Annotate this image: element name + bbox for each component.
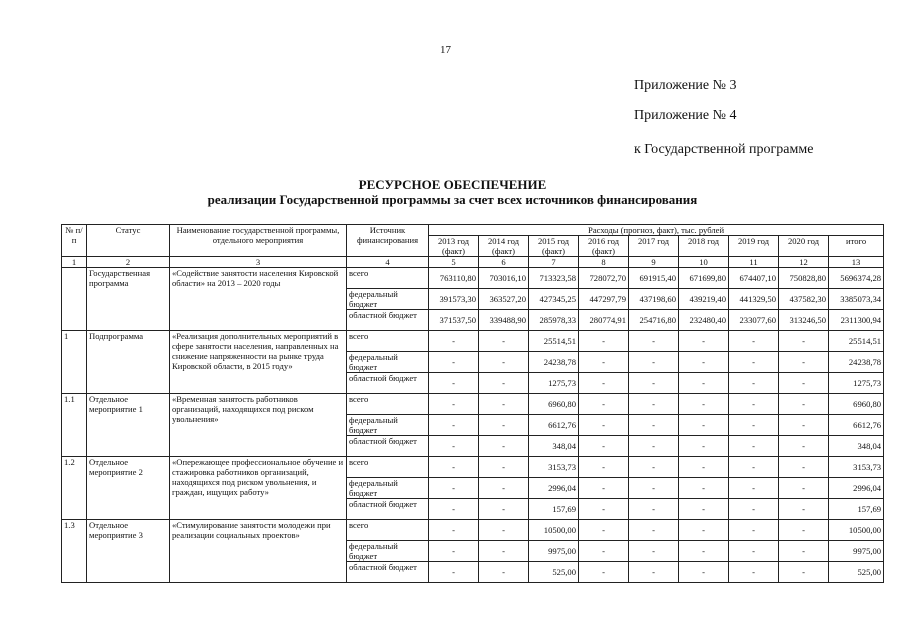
- expense-value: -: [729, 352, 779, 373]
- row-status: Подпрограмма: [87, 331, 170, 394]
- expense-value: -: [579, 541, 629, 562]
- column-number: 13: [829, 257, 884, 268]
- expense-value: -: [479, 499, 529, 520]
- expense-value: -: [579, 436, 629, 457]
- expense-value: 437582,30: [779, 289, 829, 310]
- expense-value: 25514,51: [529, 331, 579, 352]
- expense-value: -: [479, 541, 529, 562]
- expense-value: -: [729, 499, 779, 520]
- expense-value: -: [629, 394, 679, 415]
- table-row: [62, 268, 884, 289]
- expense-value: 691915,40: [629, 268, 679, 289]
- expense-value: -: [579, 331, 629, 352]
- column-number: 9: [629, 257, 679, 268]
- row-program-name: «Опережающее профессиональное обучение и стажировка работников организаций, находящихся под риском увольнения, и граждан, ищущих работу»: [170, 457, 347, 520]
- total-value: 3385073,34: [829, 289, 884, 310]
- expense-value: -: [629, 352, 679, 373]
- total-value: 10500,00: [829, 520, 884, 541]
- column-number: 2: [87, 257, 170, 268]
- expense-value: 441329,50: [729, 289, 779, 310]
- column-number: 8: [579, 257, 629, 268]
- expense-value: -: [579, 562, 629, 583]
- row-status: Отдельное мероприятие 2: [87, 457, 170, 520]
- header-name: Наименование государственной программы, отдельного мероприятия: [170, 225, 347, 257]
- expense-value: 371537,50: [429, 310, 479, 331]
- table-row: [62, 457, 884, 478]
- expense-value: -: [479, 562, 529, 583]
- appendix-line: Приложение № 4: [634, 108, 737, 123]
- header-year: 2018 год: [679, 236, 729, 257]
- total-value: 157,69: [829, 499, 884, 520]
- expense-value: -: [429, 457, 479, 478]
- header-year: 2016 год (факт): [579, 236, 629, 257]
- expense-value: -: [779, 415, 829, 436]
- expense-value: -: [479, 352, 529, 373]
- funding-source: областной бюджет: [347, 499, 429, 520]
- expense-value: -: [729, 478, 779, 499]
- header-expenses: Расходы (прогноз, факт), тыс. рублей: [429, 225, 884, 236]
- funding-source: федеральный бюджет: [347, 289, 429, 310]
- table-row: [62, 394, 884, 415]
- expense-value: -: [779, 499, 829, 520]
- row-program-name: «Содействие занятости населения Кировской области» на 2013 – 2020 годы: [170, 268, 347, 331]
- expense-value: 728072,70: [579, 268, 629, 289]
- expense-value: -: [729, 436, 779, 457]
- column-number: 10: [679, 257, 729, 268]
- funding-source: федеральный бюджет: [347, 478, 429, 499]
- appendix-line: к Государственной программе: [634, 142, 814, 157]
- column-number: 6: [479, 257, 529, 268]
- row-status: Отдельное мероприятие 3: [87, 520, 170, 583]
- expense-value: -: [679, 520, 729, 541]
- expense-value: -: [779, 541, 829, 562]
- expense-value: -: [579, 499, 629, 520]
- header-source: Источник финансирования: [347, 225, 429, 257]
- funding-source: областной бюджет: [347, 310, 429, 331]
- expense-value: -: [629, 436, 679, 457]
- expense-value: -: [779, 520, 829, 541]
- expense-value: 437198,60: [629, 289, 679, 310]
- expense-value: -: [779, 373, 829, 394]
- expense-value: -: [429, 478, 479, 499]
- expense-value: -: [779, 331, 829, 352]
- expense-value: 339488,90: [479, 310, 529, 331]
- expense-value: 233077,60: [729, 310, 779, 331]
- expense-value: -: [429, 541, 479, 562]
- expense-value: -: [429, 331, 479, 352]
- expense-value: -: [479, 520, 529, 541]
- row-number: [62, 268, 87, 331]
- funding-source: федеральный бюджет: [347, 415, 429, 436]
- expense-value: -: [779, 562, 829, 583]
- expense-value: -: [479, 457, 529, 478]
- total-value: 1275,73: [829, 373, 884, 394]
- expense-value: -: [429, 415, 479, 436]
- expense-value: 1275,73: [529, 373, 579, 394]
- expense-value: 427345,25: [529, 289, 579, 310]
- expense-value: -: [679, 562, 729, 583]
- header-total: итого: [829, 236, 884, 257]
- header-year: 2015 год (факт): [529, 236, 579, 257]
- funding-source: федеральный бюджет: [347, 352, 429, 373]
- expense-value: -: [679, 352, 729, 373]
- expense-value: -: [629, 457, 679, 478]
- column-number-row: [62, 257, 884, 268]
- column-number: 5: [429, 257, 479, 268]
- appendix-line: Приложение № 3: [634, 78, 737, 93]
- expense-value: 232480,40: [679, 310, 729, 331]
- expense-value: 763110,80: [429, 268, 479, 289]
- funding-source: всего: [347, 520, 429, 541]
- expense-value: 285978,33: [529, 310, 579, 331]
- expense-value: -: [429, 394, 479, 415]
- expense-value: -: [429, 373, 479, 394]
- expense-value: 750828,80: [779, 268, 829, 289]
- row-program-name: «Временная занятость работников организаций, находящихся под риском увольнения»: [170, 394, 347, 457]
- expense-value: -: [579, 457, 629, 478]
- header-year: 2014 год (факт): [479, 236, 529, 257]
- expense-value: 6960,80: [529, 394, 579, 415]
- expense-value: 10500,00: [529, 520, 579, 541]
- total-value: 2311300,94: [829, 310, 884, 331]
- expense-value: -: [479, 373, 529, 394]
- funding-source: областной бюджет: [347, 436, 429, 457]
- expense-value: -: [679, 394, 729, 415]
- expense-value: 439219,40: [679, 289, 729, 310]
- expense-value: 6612,76: [529, 415, 579, 436]
- expense-value: 525,00: [529, 562, 579, 583]
- column-number: 11: [729, 257, 779, 268]
- expense-value: -: [679, 457, 729, 478]
- row-program-name: «Стимулирование занятости молодежи при реализации социальных проектов»: [170, 520, 347, 583]
- total-value: 5696374,28: [829, 268, 884, 289]
- expense-value: 254716,80: [629, 310, 679, 331]
- expense-value: -: [729, 394, 779, 415]
- expense-value: -: [629, 478, 679, 499]
- total-value: 2996,04: [829, 478, 884, 499]
- expense-value: 447297,79: [579, 289, 629, 310]
- expense-value: -: [629, 541, 679, 562]
- expense-value: -: [729, 373, 779, 394]
- expense-value: -: [479, 436, 529, 457]
- document-subtitle: реализации Государственной программы за счет всех источников финансирования: [207, 192, 698, 207]
- expense-value: 671699,80: [679, 268, 729, 289]
- expense-value: -: [429, 562, 479, 583]
- row-number: 1.1: [62, 394, 87, 457]
- row-status: Государственная программа: [87, 268, 170, 331]
- expense-value: -: [629, 415, 679, 436]
- expense-value: -: [479, 415, 529, 436]
- expense-value: -: [429, 436, 479, 457]
- expense-value: -: [679, 478, 729, 499]
- total-value: 9975,00: [829, 541, 884, 562]
- header-num: № п/п: [62, 225, 87, 257]
- expense-value: -: [479, 394, 529, 415]
- total-value: 525,00: [829, 562, 884, 583]
- total-value: 3153,73: [829, 457, 884, 478]
- resource-table: [61, 224, 884, 583]
- document-title: РЕСУРСНОЕ ОБЕСПЕЧЕНИЕ: [358, 177, 547, 192]
- column-number: 7: [529, 257, 579, 268]
- expense-value: -: [729, 562, 779, 583]
- funding-source: областной бюджет: [347, 373, 429, 394]
- table-row: [62, 520, 884, 541]
- expense-value: -: [579, 415, 629, 436]
- expense-value: 348,04: [529, 436, 579, 457]
- table-row: [62, 331, 884, 352]
- expense-value: -: [579, 373, 629, 394]
- expense-value: -: [779, 436, 829, 457]
- expense-value: 280774,91: [579, 310, 629, 331]
- expense-value: -: [679, 331, 729, 352]
- expense-value: -: [629, 562, 679, 583]
- expense-value: -: [729, 457, 779, 478]
- expense-value: -: [729, 520, 779, 541]
- expense-value: -: [579, 520, 629, 541]
- total-value: 6960,80: [829, 394, 884, 415]
- row-number: 1.2: [62, 457, 87, 520]
- expense-value: 9975,00: [529, 541, 579, 562]
- funding-source: всего: [347, 331, 429, 352]
- expense-value: -: [679, 415, 729, 436]
- expense-value: -: [579, 352, 629, 373]
- expense-value: -: [679, 436, 729, 457]
- expense-value: -: [629, 373, 679, 394]
- total-value: 25514,51: [829, 331, 884, 352]
- expense-value: 713323,58: [529, 268, 579, 289]
- funding-source: всего: [347, 457, 429, 478]
- expense-value: 2996,04: [529, 478, 579, 499]
- expense-value: -: [679, 541, 729, 562]
- expense-value: -: [429, 352, 479, 373]
- expense-value: -: [429, 520, 479, 541]
- expense-value: -: [679, 499, 729, 520]
- expense-value: -: [579, 478, 629, 499]
- expense-value: 24238,78: [529, 352, 579, 373]
- funding-source: всего: [347, 394, 429, 415]
- expense-value: -: [479, 478, 529, 499]
- expense-value: -: [579, 394, 629, 415]
- expense-value: 3153,73: [529, 457, 579, 478]
- expense-value: -: [779, 352, 829, 373]
- expense-value: -: [629, 520, 679, 541]
- column-number: 4: [347, 257, 429, 268]
- expense-value: -: [629, 331, 679, 352]
- expense-value: -: [779, 457, 829, 478]
- row-number: 1.3: [62, 520, 87, 583]
- expense-value: -: [729, 541, 779, 562]
- expense-value: -: [729, 415, 779, 436]
- column-number: 12: [779, 257, 829, 268]
- column-number: 3: [170, 257, 347, 268]
- header-year: 2020 год: [779, 236, 829, 257]
- expense-value: -: [479, 331, 529, 352]
- expense-value: -: [679, 373, 729, 394]
- expense-value: 703016,10: [479, 268, 529, 289]
- header-year: 2019 год: [729, 236, 779, 257]
- page-number: 17: [440, 44, 451, 56]
- expense-value: -: [729, 331, 779, 352]
- total-value: 24238,78: [829, 352, 884, 373]
- total-value: 6612,76: [829, 415, 884, 436]
- expense-value: 363527,20: [479, 289, 529, 310]
- expense-value: -: [429, 499, 479, 520]
- expense-value: 313246,50: [779, 310, 829, 331]
- row-number: 1: [62, 331, 87, 394]
- row-status: Отдельное мероприятие 1: [87, 394, 170, 457]
- expense-value: -: [779, 478, 829, 499]
- total-value: 348,04: [829, 436, 884, 457]
- funding-source: федеральный бюджет: [347, 541, 429, 562]
- header-year: 2013 год (факт): [429, 236, 479, 257]
- row-program-name: «Реализация дополнительных мероприятий в сфере занятости населения, направленных на снижение напряженности на рынке труда Кировской области, в 2015 году»: [170, 331, 347, 394]
- expense-value: 391573,30: [429, 289, 479, 310]
- funding-source: областной бюджет: [347, 562, 429, 583]
- column-number: 1: [62, 257, 87, 268]
- expense-value: -: [779, 394, 829, 415]
- header-year: 2017 год: [629, 236, 679, 257]
- funding-source: всего: [347, 268, 429, 289]
- expense-value: -: [629, 499, 679, 520]
- header-status: Статус: [87, 225, 170, 257]
- expense-value: 157,69: [529, 499, 579, 520]
- expense-value: 674407,10: [729, 268, 779, 289]
